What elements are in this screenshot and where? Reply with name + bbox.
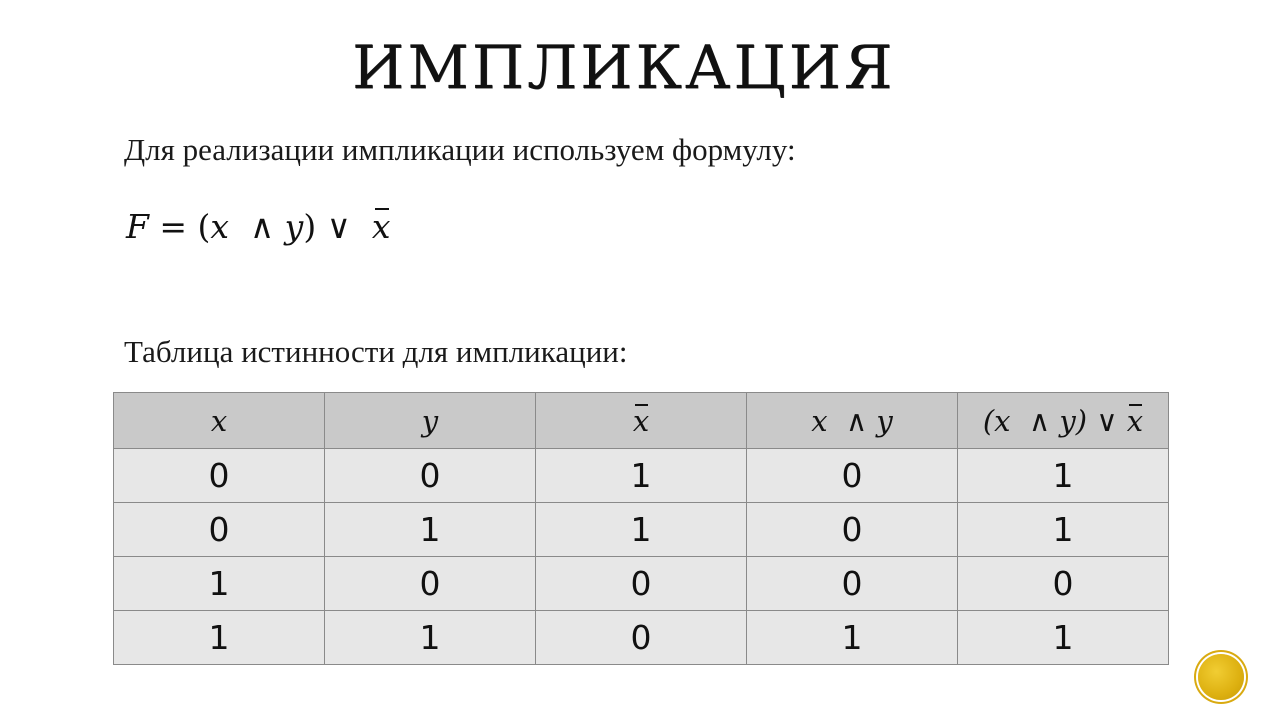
formula-or: ) ∨	[303, 207, 372, 246]
header-not-x	[536, 393, 747, 449]
table-cell: 1	[536, 503, 747, 557]
header-implication-x-bar: x	[1126, 403, 1144, 438]
table-cell: 0	[747, 557, 958, 611]
table-cell: 0	[114, 503, 325, 557]
table-cell: 1	[536, 449, 747, 503]
header-x	[114, 393, 325, 449]
header-implication	[958, 393, 1169, 449]
table-cell: 1	[114, 557, 325, 611]
table-cell: 1	[747, 611, 958, 665]
header-not-x-label: x	[632, 403, 650, 438]
header-implication-label: (x ∧ y) ∨ x	[982, 403, 1144, 438]
table-cell: 1	[325, 611, 536, 665]
table-row	[114, 611, 1169, 665]
formula-lhs: F	[126, 207, 149, 246]
table-cell: 0	[536, 611, 747, 665]
table-row	[114, 503, 1169, 557]
table-cell: 1	[958, 449, 1169, 503]
intro-text: Для реализации импликации используем формулу:	[124, 132, 796, 167]
slide-corner-badge[interactable]	[1198, 654, 1244, 700]
formula	[126, 207, 390, 247]
formula-and: ∧	[229, 207, 285, 246]
table-cell: 1	[325, 503, 536, 557]
header-x-label: x	[210, 403, 228, 438]
table-cell: 0	[747, 449, 958, 503]
header-y	[325, 393, 536, 449]
header-x-and-y-label: x ∧ y	[811, 403, 893, 438]
table-caption: Таблица истинности для импликации:	[124, 334, 628, 369]
formula-equals: = (	[148, 207, 211, 246]
header-x-and-y	[747, 393, 958, 449]
table-cell: 0	[325, 557, 536, 611]
formula-y: y	[284, 207, 304, 246]
table-header-row	[114, 393, 1169, 449]
table-cell: 0	[114, 449, 325, 503]
table-cell: 0	[325, 449, 536, 503]
table-cell: 0	[536, 557, 747, 611]
table-row	[114, 449, 1169, 503]
table-cell: 0	[958, 557, 1169, 611]
formula-x: x	[210, 207, 230, 246]
formula-x-bar: x	[371, 207, 391, 246]
table-row	[114, 557, 1169, 611]
header-y-label: y	[421, 403, 439, 438]
table-cell: 0	[747, 503, 958, 557]
table-cell: 1	[958, 611, 1169, 665]
table-cell: 1	[114, 611, 325, 665]
truth-table	[113, 392, 1169, 665]
table-cell: 1	[958, 503, 1169, 557]
slide-title: ИМПЛИКАЦИЯ	[352, 33, 896, 103]
